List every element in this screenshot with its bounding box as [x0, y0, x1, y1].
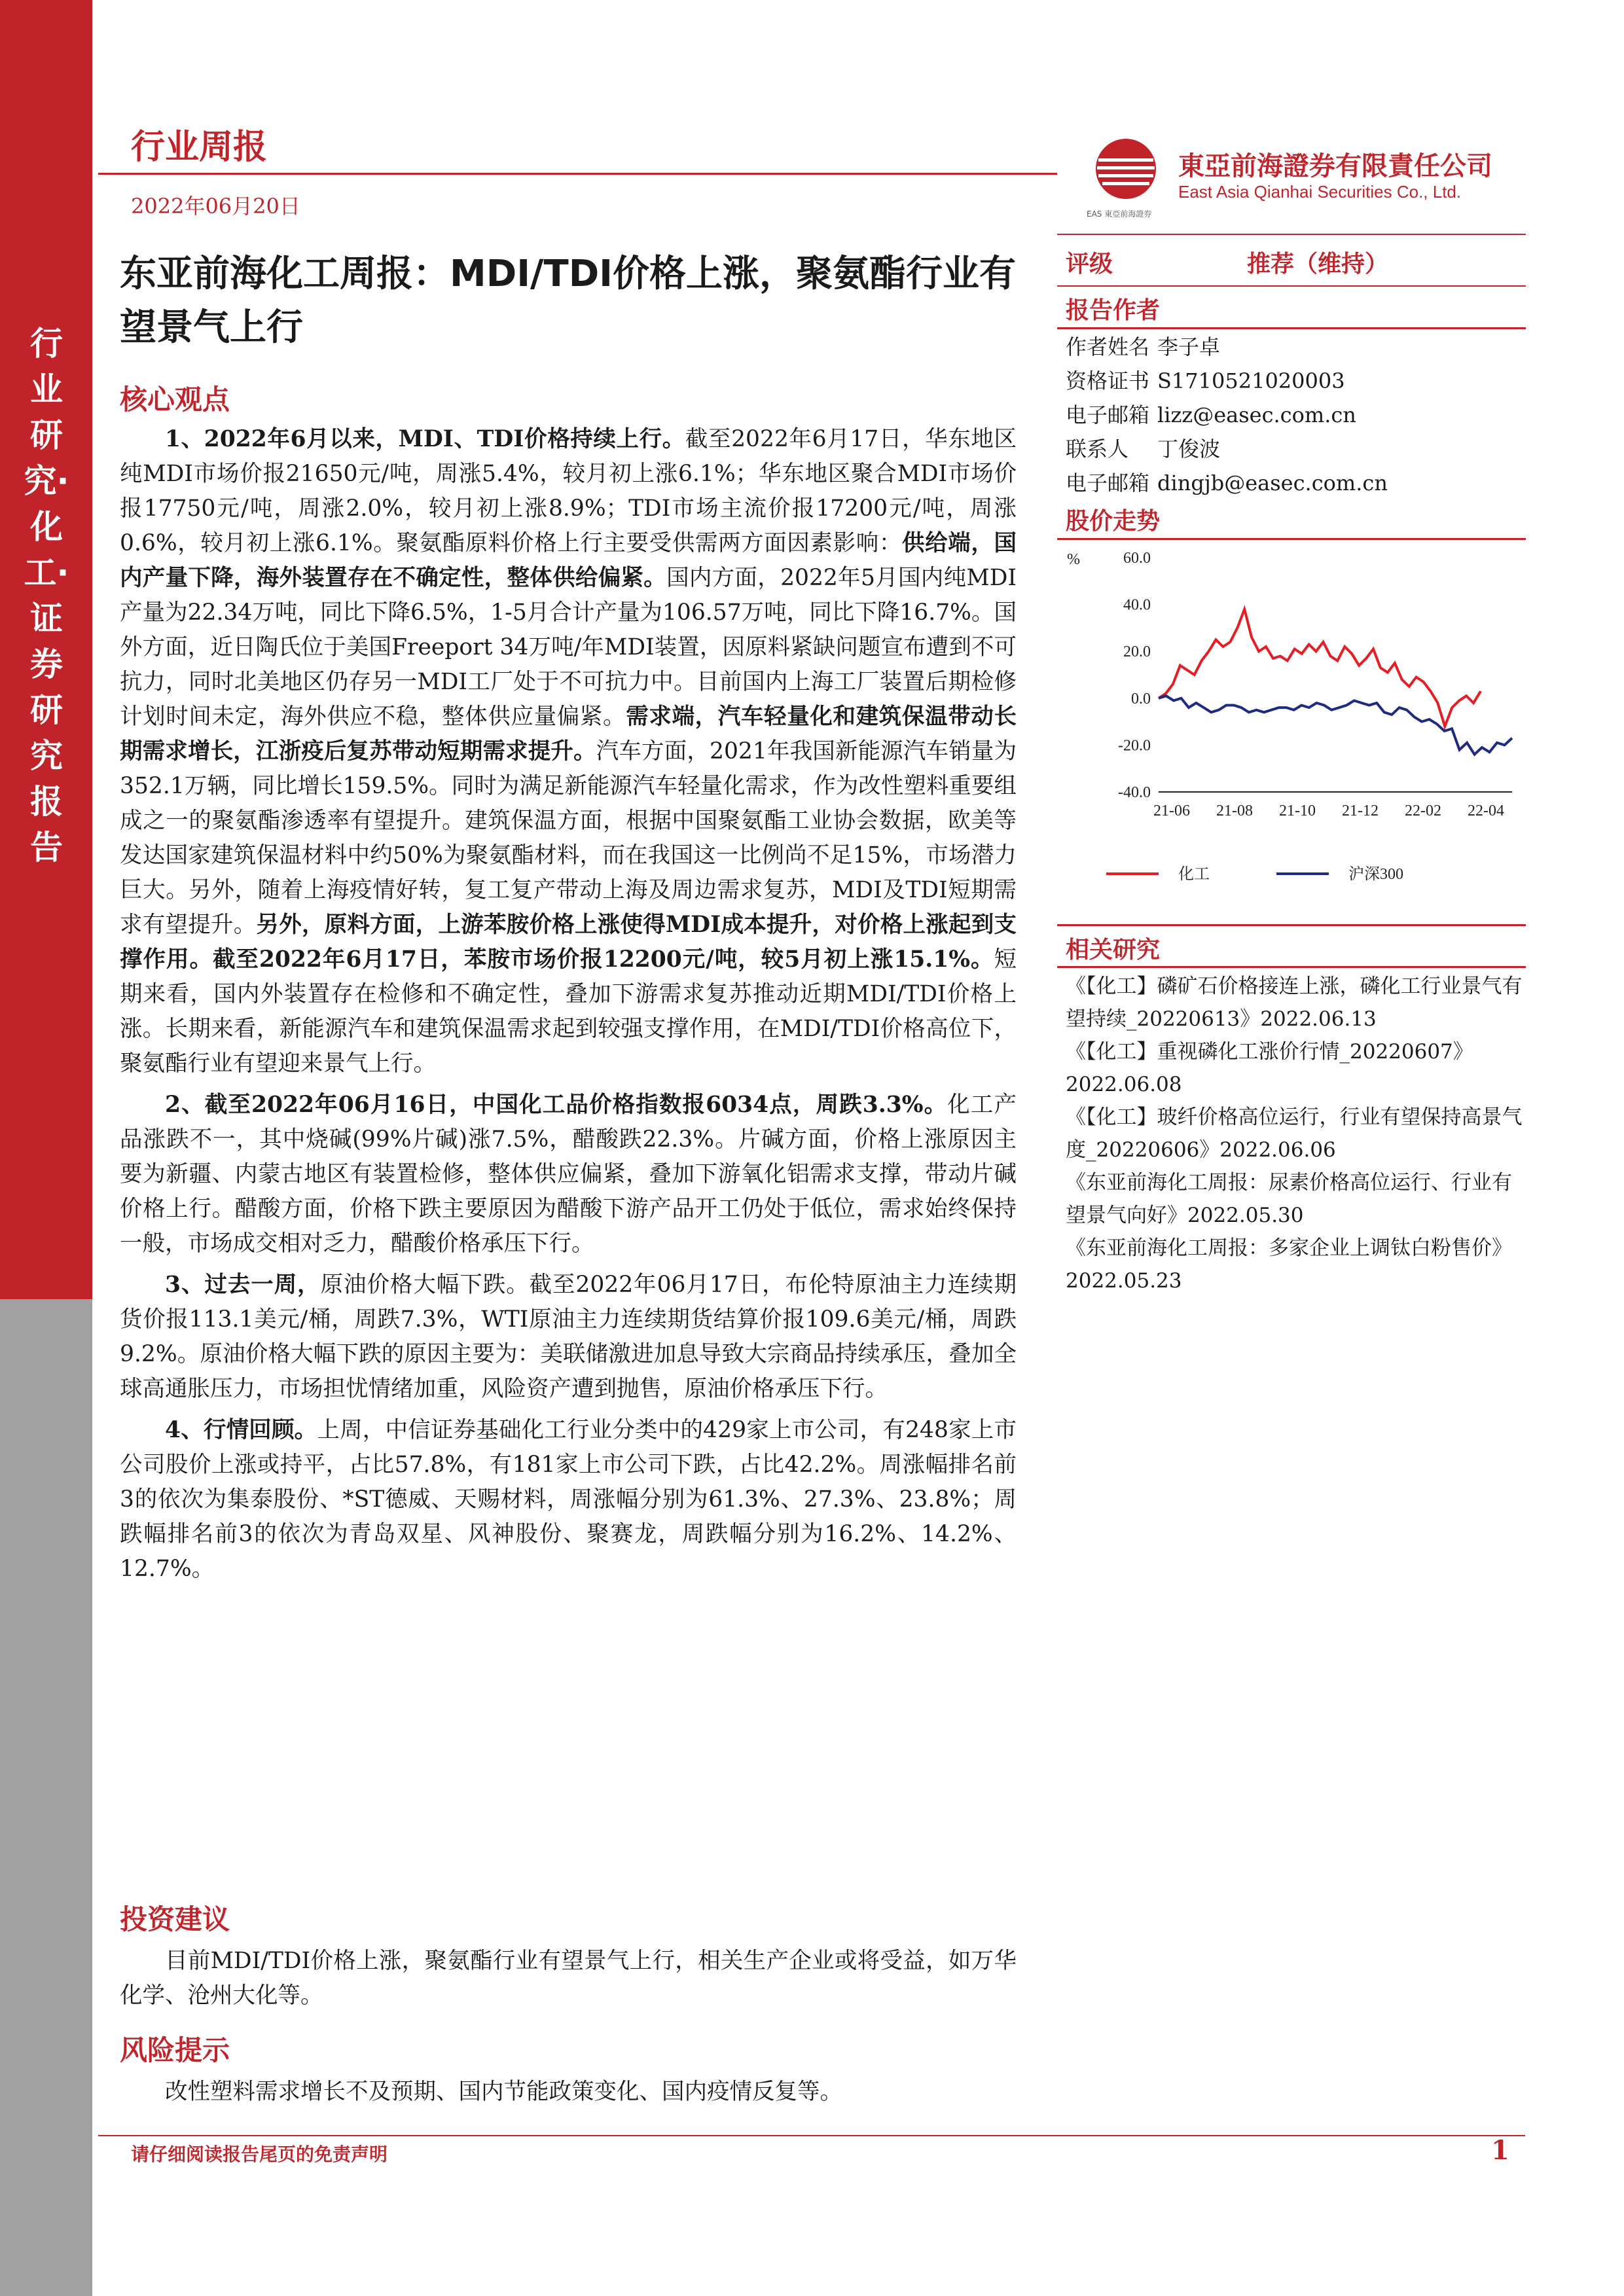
report-title: 东亚前海化工周报：MDI/TDI价格上涨，聚氨酯行业有望景气上行	[120, 253, 1017, 349]
invest-text: 目前MDI/TDI价格上涨，聚氨酯行业有望景气上行，相关生产企业或将受益，如万华化学、沧州大化等。	[120, 1948, 1017, 2009]
logo-caption: EAS 東亞前海證券	[1087, 209, 1152, 219]
rating-value: 推荐（维持）	[1247, 251, 1389, 278]
y-tick-label: 40.0	[1123, 596, 1151, 614]
company-name-en: East Asia Qianhai Securities Co., Ltd.	[1178, 182, 1462, 202]
p1-segment-6: 另外，原料方面，上游苯胺价格上涨使得MDI成本提升，对价格上涨起到支撑作用。截至2022年6月17日，苯胺市场价报12200元/吨，较5月初上涨15.1%。	[120, 912, 1017, 973]
report-category: 行业周报	[131, 128, 268, 167]
paragraph-4	[120, 1413, 1017, 1587]
p1-segment-3: 国内方面，2022年5月国内纯MDI产量为22.34万吨，同比下降6.5%，1-5月合计产量为106.57万吨，同比下降16.7%。国外方面，近日陶氏位于美国Freeport 34万吨/年MDI装置，因原料紧缺问题宣布遭到不可抗力，同时北美地区仍存另一MDI工厂处于不可抗力中。目前国内上海工厂装置后期检修计划时间未定，海外供应不稳，整体供应量偏紧。	[120, 565, 1017, 730]
authors-list	[1066, 330, 1524, 500]
x-tick-label: 21-08	[1216, 802, 1253, 819]
paragraph-3	[120, 1268, 1017, 1407]
related-item[interactable]: 《东亚前海化工周报：多家企业上调钛白粉售价》2022.05.23	[1066, 1236, 1512, 1293]
company-name-cn: 東亞前海證券有限責任公司	[1178, 151, 1492, 181]
rating-label: 评级	[1066, 251, 1113, 278]
author-value: dingjb@easec.com.cn	[1157, 471, 1388, 495]
section-invest: 投资建议	[120, 1903, 230, 1935]
author-row	[1066, 466, 1524, 500]
footer-divider	[98, 2135, 1525, 2136]
company-logo-icon	[1093, 136, 1159, 202]
legend-label-csi300: 沪深300	[1348, 866, 1403, 883]
sidebar	[0, 0, 92, 2296]
risk-text: 改性塑料需求增长不及预期、国内节能政策变化、国内疫情反复等。	[165, 2079, 842, 2105]
author-key: 电子邮箱	[1066, 471, 1150, 495]
section-core-view: 核心观点	[120, 384, 230, 416]
author-row	[1066, 364, 1524, 398]
p1-segment-5: 汽车方面，2021年我国新能源汽车销量为352.1万辆，同比增长159.5%。同时为满足新能源汽车轻量化需求，作为改性塑料重要组成之一的聚氨酯渗透率有望提升。建筑保温方面，根据中国聚氨酯工业协会数据，欧美等发达国家建筑保温材料中约50%为聚氨酯材料，而在我国这一比例尚不足15%，市场潜力巨大。另外，随着上海疫情好转，复工复产带动上海及周边需求复苏，MDI及TDI短期需求有望提升。	[120, 738, 1017, 938]
related-divider	[1057, 966, 1526, 968]
p3-segment-0: 3、过去一周，	[165, 1272, 321, 1298]
author-row	[1066, 330, 1524, 364]
related-item[interactable]: 《【化工】重视磷化工涨价行情_20220607》2022.06.08	[1066, 1040, 1473, 1096]
author-value: 李子卓	[1157, 334, 1221, 359]
y-tick-label: 0.0	[1131, 690, 1151, 708]
chart-bottom-divider	[1057, 924, 1526, 926]
report-date: 2022年06月20日	[131, 194, 300, 219]
related-item[interactable]: 《【化工】磷矿石价格接连上涨，磷化工行业景气有望持续_20220613》2022.06.13	[1066, 975, 1523, 1031]
sidebar-label: 行业研究·化工·证券研究报告	[24, 325, 69, 867]
rating-divider	[1057, 285, 1526, 287]
footer-disclaimer[interactable]: 请仔细阅读报告尾页的免责声明	[131, 2144, 388, 2165]
header-divider	[98, 173, 1057, 175]
authors-heading: 报告作者	[1066, 297, 1161, 324]
p3-segment-1: 原油价格大幅下跌。截至2022年06月17日，布伦特原油主力连续期货价报113.1美元/桶，周跌7.3%，WTI原油主力连续期货结算价报109.6美元/桶，周跌9.2%。原油价格大幅下跌的原因主要为：美联储激进加息导致大宗商品持续承压，叠加全球高通胀压力，市场担忧情绪加重，风险资产遭到抛售，原油价格承压下行。	[120, 1272, 1017, 1402]
y-tick-label: 60.0	[1123, 550, 1151, 567]
p1-segment-0: 1、2022年6月以来，MDI、TDI价格持续上行。	[165, 426, 685, 452]
x-tick-label: 21-10	[1279, 802, 1316, 819]
p1-segment-7: 短期来看，国内外装置存在检修和不确定性，叠加下游需求复苏推动近期MDI/TDI价格上涨。长期来看，新能源汽车和建筑保温需求起到较强支撑作用，在MDI/TDI价格高位下，聚氨酯行业有望迎来景气上行。	[120, 946, 1017, 1077]
p1-segment-2: 供给端，国内产量下降，海外装置存在不确定性，整体供给偏紧。	[120, 530, 1017, 591]
p2-segment-0: 2、截至2022年06月16日，中国化工品价格指数报6034点，周跌3.3%。	[165, 1092, 948, 1118]
x-tick-label: 21-12	[1342, 802, 1379, 819]
section-risk: 风险提示	[120, 2034, 230, 2066]
stock-heading: 股价走势	[1066, 508, 1161, 535]
p4-segment-1: 上周，中信证券基础化工行业分类中的429家上市公司，有248家上市公司股价上涨或持平，占比57.8%，有181家上市公司下跌，占比42.2%。周涨幅排名前3的依次为集泰股份、*ST德威、天赐材料，周涨幅分别为61.3%、27.3%、23.8%；周跌幅排名前3的依次为青岛双星、风神股份、聚赛龙，周跌幅分别为16.2%、14.2%、12.7%。	[120, 1417, 1017, 1582]
author-row	[1066, 432, 1524, 466]
author-key: 作者姓名	[1066, 334, 1150, 359]
risk-text-block	[120, 2075, 1017, 2116]
body-text	[120, 422, 1017, 1593]
x-tick-label: 22-04	[1468, 802, 1504, 819]
y-tick-label: -20.0	[1118, 737, 1151, 755]
x-tick-label: 22-02	[1405, 802, 1441, 819]
related-item[interactable]: 《【化工】玻纤价格高位运行，行业有望保持高景气度_20220606》2022.06.06	[1066, 1105, 1523, 1162]
x-tick-label: 21-06	[1153, 802, 1190, 819]
p1-segment-4: 需求端，汽车轻量化和建筑保温带动长期需求增长，江浙疫后复苏带动短期需求提升。	[120, 704, 1017, 764]
author-key: 电子邮箱	[1066, 403, 1150, 427]
author-value: lizz@easec.com.cn	[1157, 403, 1356, 427]
authors-divider	[1057, 327, 1526, 329]
paragraph-2	[120, 1088, 1017, 1261]
y-tick-label: 20.0	[1123, 643, 1151, 661]
p4-segment-0: 4、行情回顾。	[165, 1417, 317, 1443]
related-item[interactable]: 《东亚前海化工周报：尿素价格高位运行、行业有望景气向好》2022.05.30	[1066, 1171, 1512, 1227]
author-key: 资格证书	[1066, 368, 1150, 393]
invest-text-block	[120, 1944, 1017, 2020]
sidebar-gray-band	[0, 1299, 92, 2296]
author-value: 丁俊波	[1157, 437, 1221, 461]
stock-trend-chart	[1054, 543, 1525, 910]
author-value: S1710521020003	[1157, 368, 1345, 393]
page-number: 1	[1491, 2135, 1509, 2166]
related-list	[1066, 970, 1524, 1297]
p1-segment-1: 截至2022年6月17日，华东地区纯MDI市场价报21650元/吨，周涨5.4%，较月初上涨6.1%；华东地区聚合MDI市场价报17750元/吨，周涨2.0%，较月初上涨8.9%；TDI市场主流价报17200元/吨，周涨0.6%，较月初上涨6.1%。聚氨酯原料价格上行主要受供需两方面因素影响：	[120, 426, 1017, 556]
related-heading: 相关研究	[1066, 937, 1161, 963]
y-axis-unit: %	[1067, 551, 1080, 568]
author-row	[1066, 398, 1524, 432]
p2-segment-1: 化工产品涨跌不一，其中烧碱(99%片碱)涨7.5%，醋酸跌22.3%。片碱方面，价格上涨原因主要为新疆、内蒙古地区有装置检修，整体供应偏紧，叠加下游氧化铝需求支撑，带动片碱价格上行。醋酸方面，价格下跌主要原因为醋酸下游产品开工仍处于低位，需求始终保持一般，市场成交相对乏力，醋酸价格承压下行。	[120, 1092, 1017, 1257]
author-key: 联系人	[1066, 437, 1129, 461]
y-tick-label: -40.0	[1118, 784, 1151, 801]
stock-divider	[1057, 538, 1526, 540]
header-divider-right	[1057, 234, 1526, 235]
series-line-csi300	[1159, 696, 1512, 755]
paragraph-1	[120, 422, 1017, 1081]
legend-label-chemical: 化工	[1178, 866, 1210, 883]
